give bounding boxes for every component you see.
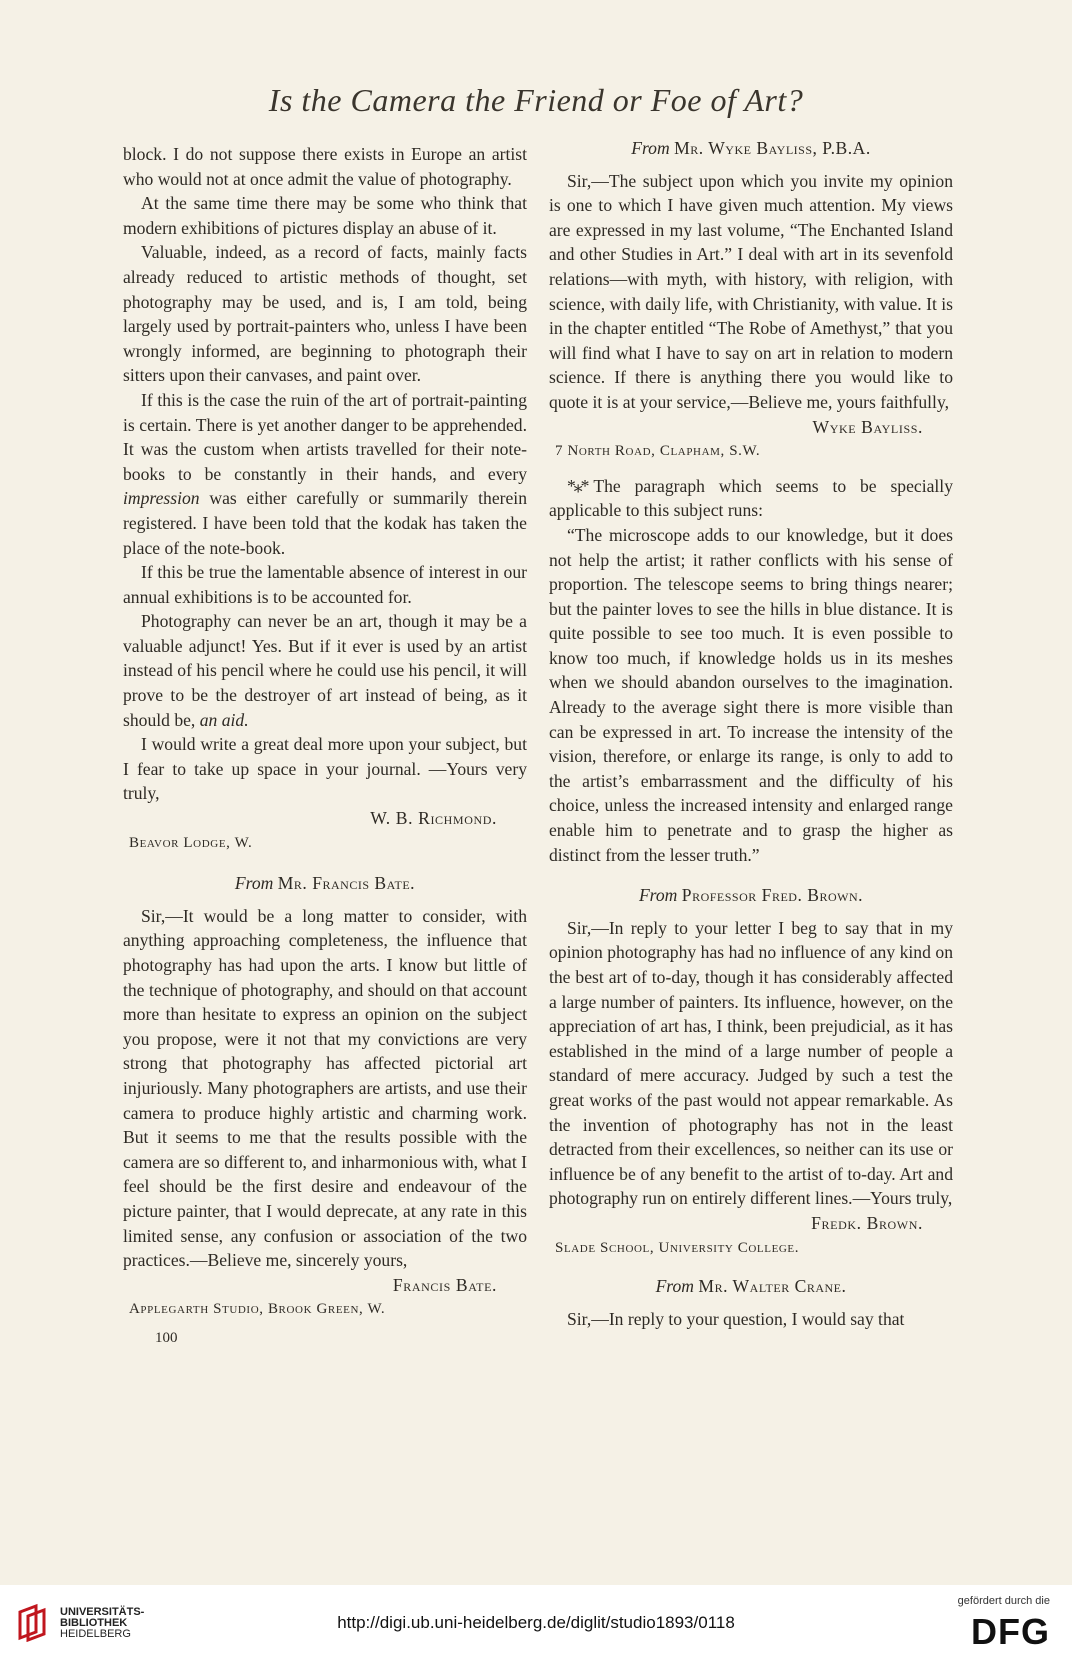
paragraph: block. I do not suppose there exists in Europe an artist who would not at once admit the value of photography. [123, 144, 527, 189]
letter-heading-bate: From Mr. Francis Bate. [234, 873, 416, 894]
signature-bate: Francis Bate. [392, 1274, 497, 1295]
signature-brown: Fredk. Brown. [811, 1212, 923, 1233]
paragraph: *⁎* The paragraph which seems to be specially applicable to this subject runs: [549, 475, 953, 521]
paragraph: At the same time there may be some who think that modern exhibitions of pictures display an abuse of it. [123, 193, 527, 238]
library-name: UNIVERSITÄTS- BIBLIOTHEK HEIDELBERG [60, 1606, 145, 1640]
italic-word: impression [123, 488, 200, 509]
address-bate: Applegarth Studio, Brook Green, W. [129, 1301, 386, 1318]
letter-heading-bayliss: From Mr. Wyke Bayliss, P.B.A. [631, 138, 871, 158]
page-number: 100 [155, 1329, 178, 1346]
letter-heading-brown: From Professor Fred. Brown. [638, 885, 864, 906]
italic-phrase: an aid. [199, 709, 249, 730]
page-title: Is the Camera the Friend or Foe of Art? [268, 82, 804, 118]
permalink-url[interactable]: http://digi.ub.uni-heidelberg.de/diglit/studio1893/0118 [337, 1613, 735, 1632]
paragraph: Sir,—In reply to your question, I would say that [567, 1308, 905, 1329]
paragraph: Photography can never be an art, though it may be a valuable adjunct! Yes. But if it ever is used by an artist instead of his pencil where he could use his pencil, it will prove to be the destroyer of art instead of being, as it should be, an aid. [123, 611, 527, 730]
paragraph: I would write a great deal more upon your subject, but I fear to take up space in your journal. —Yours very truly, [123, 734, 527, 804]
quotation: “The microscope adds to our knowledge, but it does not help the artist; it rather conflicts with his sense of proportion. The telescope seems to bring things nearer; but the painter loves to see the hills in blue distance. It is quite possible to see too much. It is even possible to know too much, if knowledge holds us in its meshes when we should abandon ourselves to the imagination. Already to the average sight there is more visible than can be expressed in art. To increase the intensity of the vision, therefore, or enlarge its range, is only to add to the artist’s embarrassment and the difficulty of his choice, unless the increased intensity and enlarged range enable him to penetrate and to grasp the higher as distinct from the lesser truth.” [549, 524, 953, 865]
address-bayliss: 7 North Road, Clapham, S.W. [555, 443, 761, 460]
paragraph: If this be true the lamentable absence of interest in our annual exhibitions is to be accounted for. [123, 562, 527, 607]
funding-label: gefördert durch die [957, 1595, 1050, 1607]
right-column [549, 138, 953, 1331]
paragraph: Sir,—In reply to your letter I beg to say that in my opinion photography has had no influence of any kind on the best art of to-day, though it has considerably affected a large number of painters. Its influence, however, on the appreciation of art has, I think, been prejudicial, as it has established in the mind of a large number of people a standard of mere accuracy. Judged by such a test the great works of the past would not appear remarkable. As the invention of photography has not in the least detracted from their excellences, so neither can its use or influence be of any benefit to the artist of to-day. Art and photography run on entirely different lines.—Yours truly, [549, 917, 953, 1209]
paragraph: Sir,—It would be a long matter to consider, with anything approaching completeness, the influence that photography has had upon the arts. I know but little of the technique of photography, and should on that account more than hesitate to express an opinion on the subject you propose, were it not that my convictions are very strong that photography has affected pictorial art injuriously. Many photographers are artists, and use their camera to produce highly artistic and charming work. But it seems to me that the results possible with the camera are so different to, and inharmonious with, what I feel should be the first desire and endeavour of the picture painter, that I would deprecate, at any rate in this limited sense, any confusion or association of the two practices.—Believe me, sincerely yours, [123, 905, 527, 1271]
paragraph: If this is the case the ruin of the art of portrait-painting is certain. There is yet another danger to be apprehended. It was the custom when artists travelled for their note-books to be constantly in their hands, and every impression was either carefully or summarily therein registered. I have been told that the kodak has taken the place of the note-book. [123, 389, 527, 558]
left-column [123, 142, 527, 1351]
viewer-footer [0, 1585, 1072, 1659]
address-brown: Slade School, University College. [555, 1239, 800, 1256]
letter-heading-crane: From Mr. Walter Crane. [655, 1276, 847, 1297]
asterism-icon: *⁎* [567, 475, 588, 496]
dfg-logo: DFG [971, 1611, 1050, 1652]
paragraph: Sir,—The subject upon which you invite my opinion is one to which I have given much attention. My views are expressed in my last volume, “The Enchanted Island and other Studies in Art.” I deal with art in its sevenfold relations—with myth, with history, with religion, with science, with daily life, with Christianity, with value. It is in the chapter entitled “The Robe of Amethyst,” that you will find what I have to say on art in relation to modern science. If there is anything there you would like to quote it is at your service,—Believe me, yours faithfully, [549, 170, 953, 412]
signature-bayliss: Wyke Bayliss. [812, 416, 923, 437]
address-richmond: Beavor Lodge, W. [129, 834, 253, 851]
paragraph: Valuable, indeed, as a record of facts, mainly facts already reduced to artistic methods of thought, set photography may be used, and is, I am told, being largely used by portrait-painters who, unless I have been wrongly informed, are beginning to photograph their sitters upon their canvases, and paint over. [123, 242, 527, 386]
signature-richmond: W. B. Richmond. [370, 808, 497, 829]
